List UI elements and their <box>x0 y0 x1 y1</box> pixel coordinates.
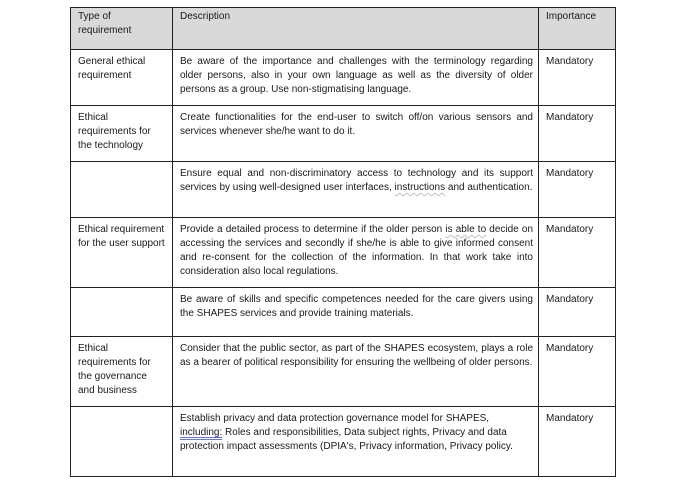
cell-description <box>173 218 539 288</box>
cell-type: Ethical requirements for the technology <box>71 106 173 162</box>
header-type: Type of requirement <box>71 8 173 50</box>
cell-description: Consider that the public sector, as part of the SHAPES ecosystem, plays a role as a bearer of political responsibility for ensuring the wellbeing of older persons. <box>173 337 539 407</box>
header-row <box>71 8 616 50</box>
cell-description <box>173 407 539 477</box>
description-text: Ensure equal and non-discriminatory access to technology and its support services by using well-designed user interfaces, <box>180 168 533 193</box>
description-text: decide on accessing the services and secondly if she/he is able to give informed consent and re-consent for the collection of the information. In that work take into consideration also local regulations. <box>180 224 534 277</box>
table-row <box>71 162 616 218</box>
cell-description <box>173 162 539 218</box>
table-row <box>71 218 616 288</box>
cell-importance: Mandatory <box>539 162 616 218</box>
spellcheck-flagged-word: instructions <box>394 182 446 193</box>
cell-type: Ethical requirements for the governance and business <box>71 337 173 407</box>
header-importance: Importance <box>539 8 616 50</box>
table-row <box>71 407 616 477</box>
table-row <box>71 106 616 162</box>
cell-importance: Mandatory <box>539 106 616 162</box>
table-row <box>71 337 616 407</box>
cell-description: Be aware of the importance and challenges with the terminology regarding older persons, also in your own language as well as the diversity of older persons as a group. Use non-stigmatising language. <box>173 50 539 106</box>
description-text: Roles and responsibilities, Data subject rights, Privacy and data protection impact assessments (DPIA's, Privacy information, Privacy policy. <box>180 427 513 452</box>
grammar-flagged-word: including: <box>180 427 223 438</box>
cell-importance: Mandatory <box>539 50 616 106</box>
table-row <box>71 50 616 106</box>
description-text: and authentication. <box>445 182 533 193</box>
cell-importance: Mandatory <box>539 407 616 477</box>
header-description: Description <box>173 8 539 50</box>
cell-type <box>71 407 173 477</box>
cell-type <box>71 288 173 337</box>
requirements-table <box>70 7 616 477</box>
spellcheck-flagged-phrase: is able to <box>445 224 487 235</box>
description-text: Provide a detailed process to determine if the older person <box>180 224 446 235</box>
description-text: Establish privacy and data protection governance model for SHAPES, <box>180 413 490 424</box>
table-row <box>71 288 616 337</box>
cell-importance: Mandatory <box>539 288 616 337</box>
cell-type: Ethical requirement for the user support <box>71 218 173 288</box>
cell-importance: Mandatory <box>539 337 616 407</box>
cell-type: General ethical requirement <box>71 50 173 106</box>
cell-type <box>71 162 173 218</box>
cell-importance: Mandatory <box>539 218 616 288</box>
cell-description: Create functionalities for the end-user to switch off/on various sensors and services whenever she/he want to do it. <box>173 106 539 162</box>
cell-description: Be aware of skills and specific competences needed for the care givers using the SHAPES services and provide training materials. <box>173 288 539 337</box>
